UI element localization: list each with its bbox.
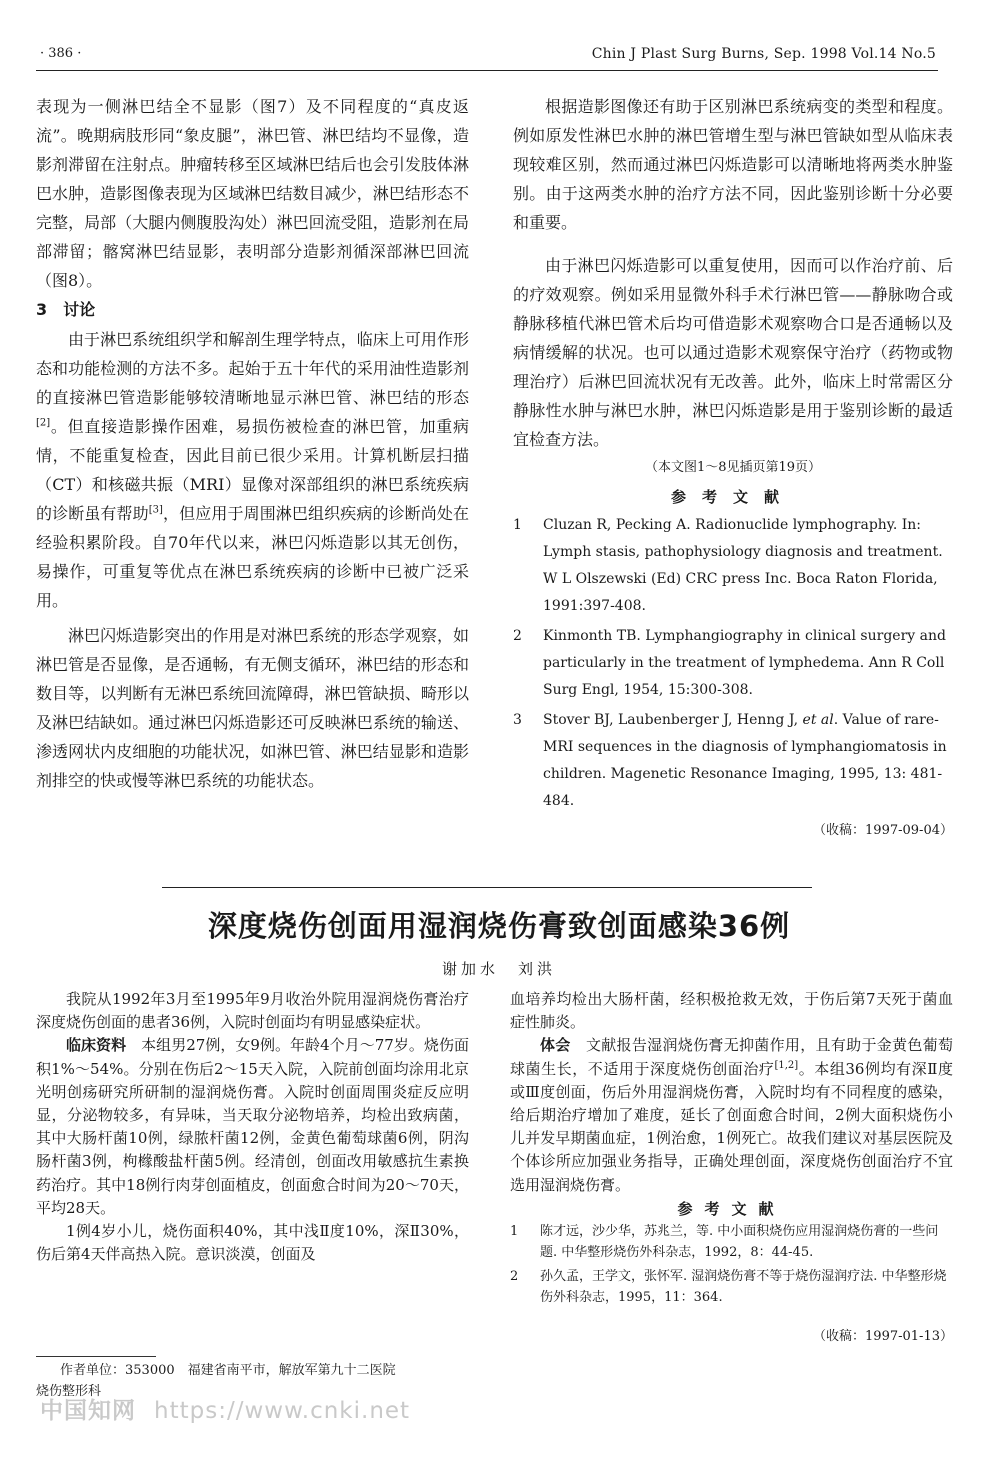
article-divider <box>162 887 812 888</box>
references-heading: 参考文献 <box>670 488 795 506</box>
reference-text: Cluzan R, Pecking A. Radionuclide lymphography. In: Lymph stasis, pathophysiology diagnosis and treatment. W L Olszewski (Ed) CRC press Inc. Boca Raton Florida, 1991:397-408. <box>543 517 943 614</box>
paragraph: 1例4岁小儿，烧伤面积40%，其中浅Ⅱ度10%，深Ⅱ30%，伤后第4天伴高热入院。意识淡漠，创面及 <box>36 1222 469 1264</box>
reference-text: 陈才远，沙少华，苏兆兰，等. 中小面积烧伤应用湿润烧伤膏的一些问题. 中华整形烧伤外科杂志，1992，8：44-45. <box>540 1223 939 1260</box>
received-date: （收稿：1997-09-04） <box>813 823 953 838</box>
references-heading: 参考文献 <box>677 1199 786 1218</box>
paragraph-text: 文献报告湿润烧伤膏无抑菌作用，且有助于金黄色葡萄球菌生长，不适用于深度烧伤创面治疗 <box>510 1036 953 1078</box>
paragraph <box>36 1034 469 1220</box>
article2-right-column <box>510 988 953 1348</box>
reference-number: 2 <box>513 628 522 644</box>
paragraph-text: 。本组36例均有深Ⅱ度或Ⅲ度创面，伤后外用湿润烧伤膏，入院时均有不同程度的感染，给后期治疗增加了难度，延长了创面愈合时间，2例大面积烧伤小儿并发早期菌血症，1例治愈，1例死亡。故我们建议对基层医院及个体诊所应加强业务指导，正确处理创面，深度烧伤创面治疗不宜选用湿润烧伤膏。 <box>510 1059 953 1194</box>
reference-item <box>510 1266 953 1308</box>
watermark-brand: 中国知网 <box>40 1398 136 1424</box>
affiliation-line: 烧伤整形科 <box>36 1384 102 1399</box>
reference-authors: Stover BJ, Laubenberger J, Henng J, <box>543 712 803 728</box>
paragraph-lead: 临床资料 <box>66 1036 127 1055</box>
reference-item <box>513 707 953 815</box>
paragraph: 血培养均检出大肠杆菌，经积极抢救无效，于伤后第7天死于菌血症性肺炎。 <box>510 990 953 1032</box>
reference-details: . Value of rare-MRI sequences in the diagnosis of lymphangiomatosis in children. Magenetic Resonance Imaging, 1995, 13: 481-484. <box>543 712 947 809</box>
paragraph <box>36 325 469 615</box>
paragraph-text: 由于淋巴系统组织学和解剖生理学特点，临床上可用作形态和功能检测的方法不多。起始于五十年代的采用油性造影剂的直接淋巴管造影能够较清晰地显示淋巴管、淋巴结的形态 <box>36 330 469 407</box>
affiliation-line: 作者单位：353000 福建省南平市，解放军第九十二医院 <box>60 1363 396 1378</box>
section-title: 讨论 <box>63 300 96 319</box>
section-number: 3 <box>36 300 48 319</box>
reference-text: Kinmonth TB. Lymphangiography in clinical surgery and particularly in the treatment of lymphedema. Ann R Coll Surg Engl, 1954, 15:300-308. <box>543 628 946 698</box>
citation-ref: [3] <box>148 504 163 516</box>
reference-number: 3 <box>513 712 522 728</box>
reference-text <box>543 712 947 809</box>
paragraph: 淋巴闪烁造影突出的作用是对淋巴系统的形态学观察，如淋巴管是否显像，是否通畅，有无侧支循环，淋巴结的形态和数目等，以判断有无淋巴系统回流障碍，淋巴管缺损、畸形以及淋巴结缺如。通过淋巴闪烁造影还可反映淋巴系统的输送、渗透网状内皮细胞的功能状况，如淋巴管、淋巴结显影和造影剂排空的快或慢等淋巴系统的功能状态。 <box>36 626 469 790</box>
paragraph-text: ，但应用于周围淋巴组织疾病的诊断尚处在经验积累阶段。自70年代以来，淋巴闪烁造影以其无创伤，易操作，可重复等优点在淋巴系统疾病的诊断中已被广泛采用。 <box>36 504 469 610</box>
cnki-watermark <box>40 1392 410 1425</box>
reference-number: 1 <box>510 1223 519 1239</box>
paragraph-text: 本组男27例，女9例。年龄4个月～77岁。烧伤面积1%～54%。分别在伤后2～15天入院，入院前创面均涂用北京光明创疡研究所研制的湿润烧伤膏。入院时创面周围炎症反应明显，分泌物较多，有异味，当天取分泌物培养，均检出致病菌，其中大肠杆菌10例，绿脓杆菌12例，金黄色葡萄球菌6例，阴沟肠杆菌3例，枸橼酸盐杆菌5例。经清创，创面改用敏感抗生素换药治疗。其中18例行肉芽创面植皮，创面愈合时间为20～70天，平均28天。 <box>36 1036 469 1217</box>
article1-left-column <box>36 92 469 795</box>
paragraph <box>510 1034 953 1196</box>
article-title: 深度烧伤创面用湿润烧伤膏致创面感染36例 <box>207 909 791 943</box>
paragraph-text: 。但直接造影操作困难，易损伤被检查的淋巴管，加重病情，不能重复检查，因此目前已很少采用。计算机断层扫描（CT）和核磁共振（MRI）显像对深部组织的淋巴系统疾病的诊断虽有帮助 <box>36 417 469 523</box>
section-heading <box>36 295 469 325</box>
journal-citation: Chin J Plast Surg Burns, Sep. 1998 Vol.14 No.5 <box>591 46 936 62</box>
figure-note: （本文图1～8见插页第19页） <box>644 460 822 475</box>
paragraph: 表现为一侧淋巴结全不显影（图7）及不同程度的“真皮返流”。晚期病肢形同“象皮腿”，淋巴管、淋巴结均不显像，造影剂滞留在注射点。肿瘤转移至区域淋巴结后也会引发肢体淋巴水肿，造影图像表现为区域淋巴结数目减少，淋巴结形态不完整，局部（大腿内侧腹股沟处）淋巴回流受阻，造影剂在局部滞留；髂窝淋巴结显影，表明部分造影剂循深部淋巴回流（图8）。 <box>36 97 469 290</box>
citation-ref: [2] <box>36 417 51 429</box>
reference-number: 1 <box>513 517 522 533</box>
header-rule <box>36 70 938 71</box>
footnote-rule <box>36 1356 156 1357</box>
reference-etal: et al <box>802 712 834 728</box>
article1-right-column <box>513 92 953 845</box>
paragraph: 由于淋巴闪烁造影可以重复使用，因而可以作治疗前、后的疗效观察。例如采用显微外科手术行淋巴管——静脉吻合或静脉移植代淋巴管术后均可借造影术观察吻合口是否通畅以及病情缓解的状况。也可以通过造影术观察保守治疗（药物或物理治疗）后淋巴回流状况有无改善。此外，临床上时常需区分静脉性水肿与淋巴水肿，淋巴闪烁造影是用于鉴别诊断的最适宜检查方法。 <box>513 256 953 449</box>
citation-ref: [1,2] <box>774 1059 799 1071</box>
reference-item <box>510 1221 953 1263</box>
received-date: （收稿：1997-01-13） <box>813 1328 953 1344</box>
article-authors: 谢加水 刘洪 <box>441 960 556 978</box>
watermark-url: https://www.cnki.net <box>154 1398 411 1424</box>
reference-item <box>513 623 953 704</box>
paragraph: 根据造影图像还有助于区别淋巴系统病变的类型和程度。例如原发性淋巴水肿的淋巴管增生型与淋巴管缺如型从临床表现较难区别，然而通过淋巴闪烁造影可以清晰地将两类水肿鉴别。由于这两类水肿的治疗方法不同，因此鉴别诊断十分必要和重要。 <box>513 97 953 232</box>
reference-number: 2 <box>510 1268 519 1284</box>
article2-left-column <box>36 988 469 1266</box>
reference-item <box>513 512 953 620</box>
page-number: · 386 · <box>40 46 82 61</box>
paragraph-lead: 体会 <box>540 1036 571 1055</box>
paragraph: 我院从1992年3月至1995年9月收治外院用湿润烧伤膏治疗深度烧伤创面的患者36例，入院时创面均有明显感染症状。 <box>36 990 469 1032</box>
reference-text: 孙久孟，王学文，张怀军. 湿润烧伤膏不等于烧伤湿润疗法. 中华整形烧伤外科杂志，1995，11：364. <box>540 1268 947 1305</box>
